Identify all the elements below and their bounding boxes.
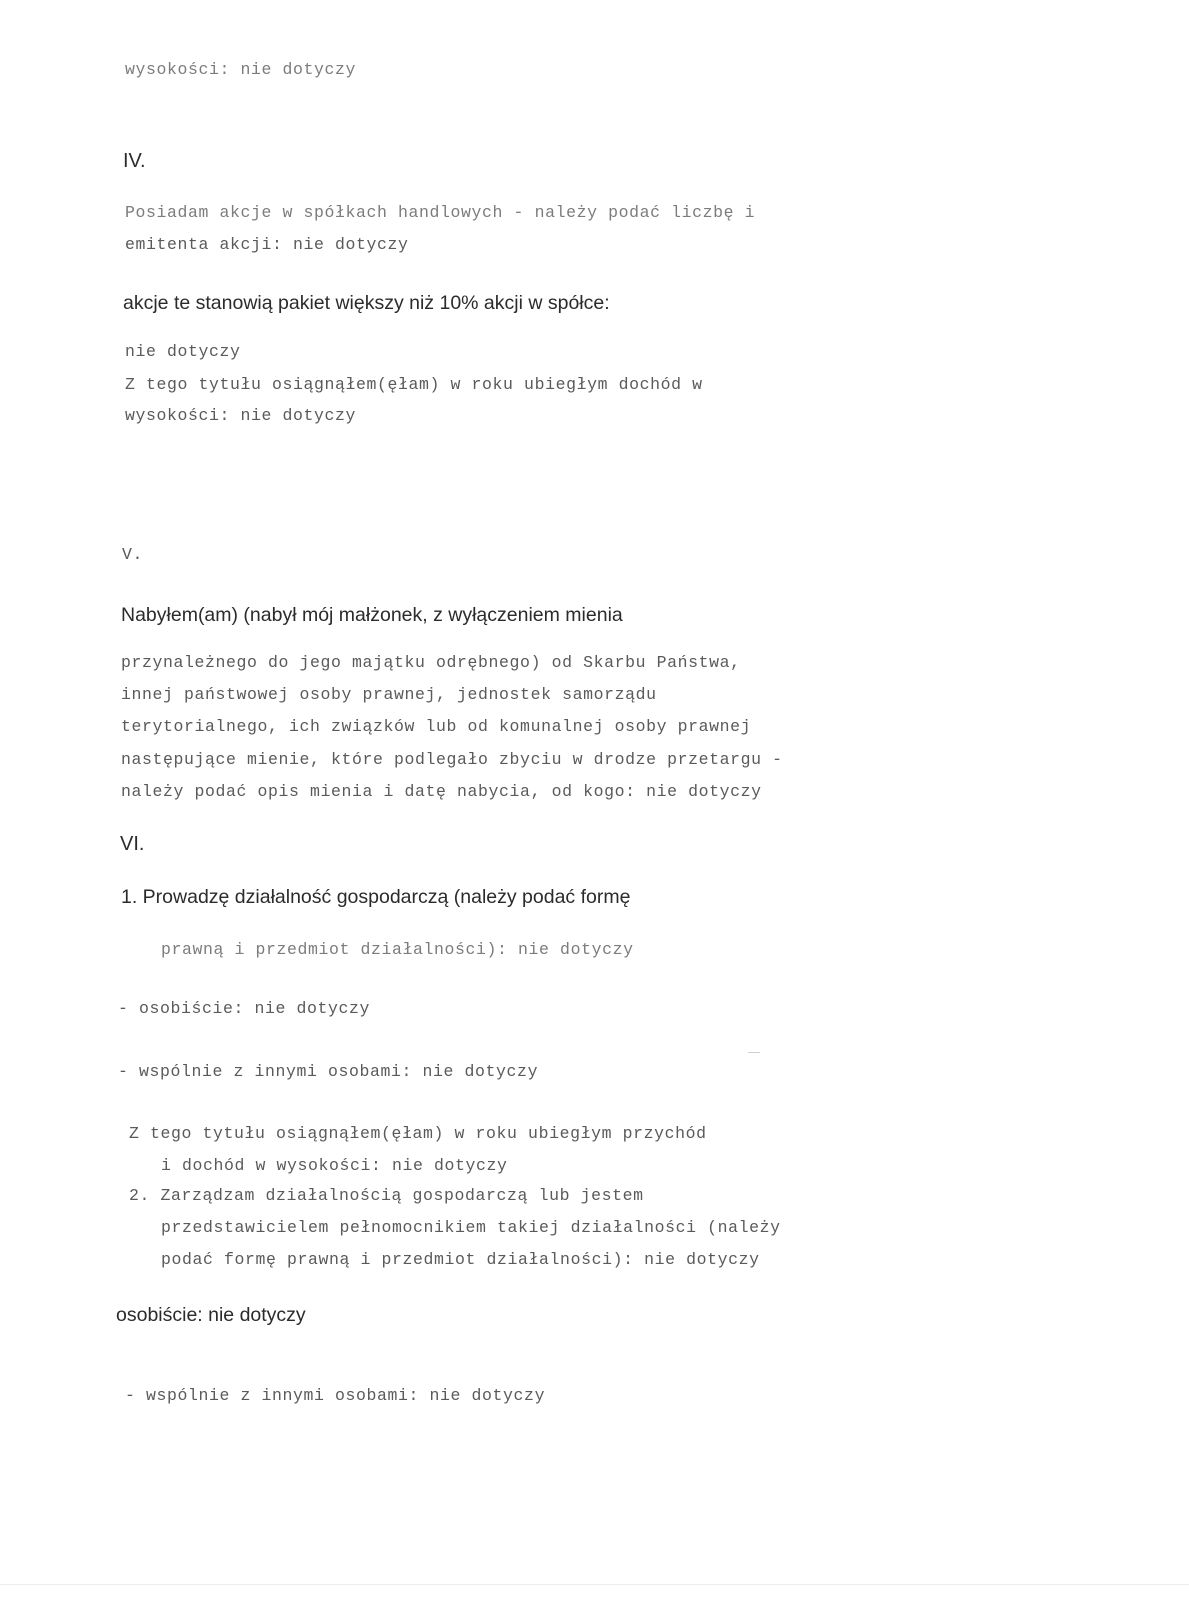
- acquisition-line-5: należy podać opis mienia i datę nabycia, od kogo: nie dotyczy: [121, 782, 762, 801]
- shares-line-2: emitenta akcji: nie dotyczy: [125, 235, 409, 254]
- business-management-jointly: - wspólnie z innymi osobami: nie dotyczy: [125, 1386, 546, 1405]
- scan-speck: [748, 1052, 760, 1053]
- business-activity-intro: 1. Prowadzę działalność gospodarczą (należy podać formę: [121, 886, 631, 908]
- business-management-line-1: 2. Zarządzam działalnością gospodarczą lub jestem: [129, 1186, 644, 1205]
- business-activity-jointly: - wspólnie z innymi osobami: nie dotyczy: [118, 1062, 539, 1081]
- shares-income-line-1: Z tego tytułu osiągnąłem(ęłam) w roku ubiegłym dochód w: [125, 375, 703, 394]
- scan-edge-shadow: [0, 1584, 1189, 1585]
- share-package-value: nie dotyczy: [125, 342, 241, 361]
- business-income-line-1: Z tego tytułu osiągnąłem(ęłam) w roku ubiegłym przychód: [129, 1124, 707, 1143]
- acquisition-line-2: innej państwowej osoby prawnej, jednostek samorządu: [121, 685, 657, 704]
- continued-income-line: wysokości: nie dotyczy: [125, 60, 357, 79]
- acquisition-line-3: terytorialnego, ich związków lub od komunalnej osoby prawnej: [121, 717, 752, 736]
- share-package-label: akcje te stanowią pakiet większy niż 10% akcji w spółce:: [123, 292, 610, 314]
- business-activity-continued: prawną i przedmiot działalności): nie dotyczy: [161, 940, 634, 959]
- business-management-line-3: podać formę prawną i przedmiot działalności): nie dotyczy: [161, 1250, 760, 1269]
- section-vi-heading: VI.: [120, 833, 145, 855]
- business-activity-personal: - osobiście: nie dotyczy: [118, 999, 371, 1018]
- section-v-heading: V.: [122, 545, 144, 564]
- business-income-line-2: i dochód w wysokości: nie dotyczy: [161, 1156, 508, 1175]
- business-management-line-2: przedstawicielem pełnomocnikiem takiej działalności (należy: [161, 1218, 781, 1237]
- business-management-personal: osobiście: nie dotyczy: [116, 1304, 306, 1326]
- acquisition-line-4: następujące mienie, które podlegało zbyciu w drodze przetargu -: [121, 750, 783, 769]
- shares-line-1: Posiadam akcje w spółkach handlowych - należy podać liczbę i: [125, 203, 756, 222]
- shares-income-line-2: wysokości: nie dotyczy: [125, 406, 357, 425]
- acquisition-line-1: przynależnego do jego majątku odrębnego) od Skarbu Państwa,: [121, 653, 741, 672]
- section-iv-heading: IV.: [123, 150, 146, 172]
- acquisition-intro: Nabyłem(am) (nabył mój małżonek, z wyłączeniem mienia: [121, 604, 623, 626]
